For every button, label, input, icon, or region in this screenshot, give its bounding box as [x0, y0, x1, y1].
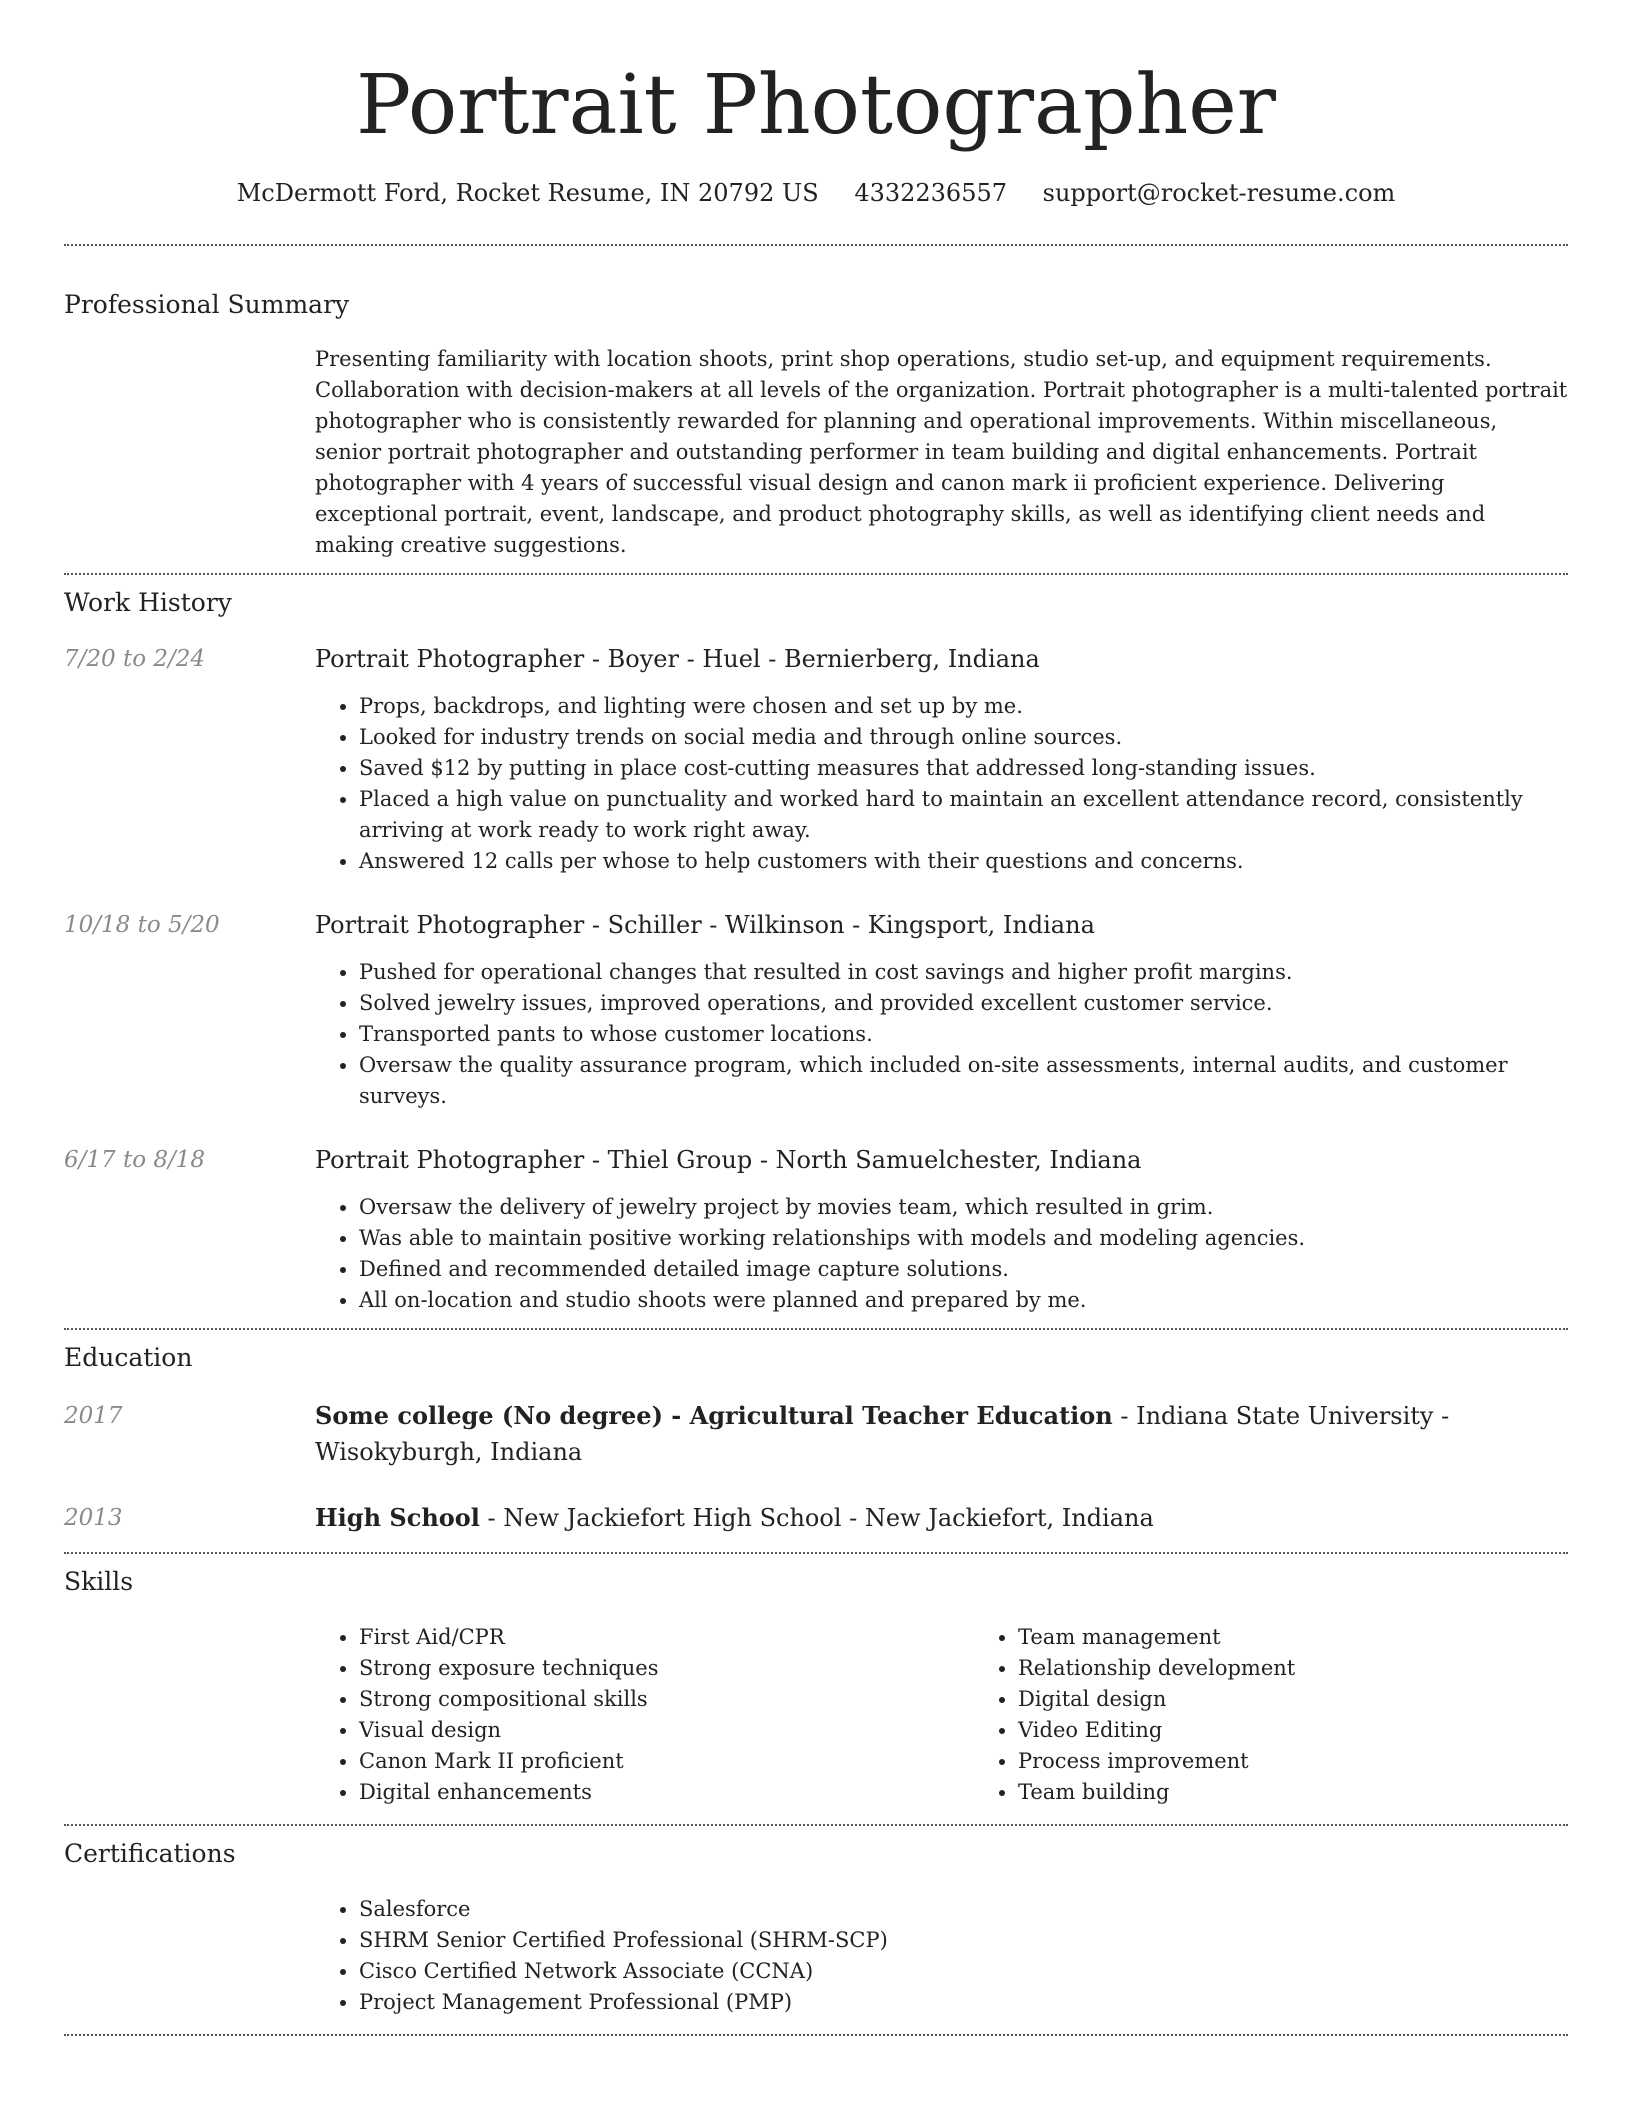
job-entry [64, 1144, 1568, 1316]
list-item: • First Aid/CPR [359, 1622, 974, 1653]
education-entry [64, 1398, 1568, 1470]
certifications-section [64, 1838, 1568, 2018]
contact-address: McDermott Ford, Rocket Resume, IN 20792 US [236, 179, 819, 207]
job-dates: 7/20 to 2/24 [64, 646, 206, 672]
list-item: • Answered 12 calls per whose to help customers with their questions and concerns. [359, 846, 1568, 877]
list-item: • Transported pants to whose customer locations. [359, 1019, 1568, 1050]
list-item: • Props, backdrops, and lighting were chosen and set up by me. [359, 691, 1568, 722]
section-title-certifications: Certifications [64, 1839, 236, 1868]
education-degree: High School [315, 1503, 480, 1532]
list-item: • Process improvement [1018, 1746, 1632, 1777]
list-item: • Cisco Certified Network Associate (CCNA) [359, 1956, 1568, 1987]
education-school: - Indiana State University - Wisokyburgh, Indiana [315, 1402, 1450, 1466]
job-heading: Portrait Photographer - Boyer - Huel - Bernierberg, Indiana [315, 645, 1040, 673]
job-bullets [315, 1192, 1568, 1316]
education-section [64, 1342, 1568, 1536]
list-item: • Salesforce [359, 1894, 1568, 1925]
list-item: • Oversaw the quality assurance program, which included on-site assessments, internal audits, and customer surveys. [359, 1050, 1568, 1112]
list-item: • Digital enhancements [359, 1777, 974, 1808]
resume-page [64, 0, 1568, 2036]
summary-section [64, 289, 1568, 561]
skills-section [64, 1566, 1568, 1808]
list-item: • Team building [1018, 1777, 1632, 1808]
divider [64, 573, 1568, 575]
divider [64, 1824, 1568, 1826]
job-bullets [315, 957, 1568, 1112]
list-item: • Looked for industry trends on social media and through online sources. [359, 722, 1568, 753]
divider [64, 2034, 1568, 2036]
contact-line [64, 178, 1568, 208]
skills-list-right [974, 1622, 1632, 1808]
education-entry [64, 1500, 1568, 1536]
list-item: • Canon Mark II proficient [359, 1746, 974, 1777]
job-dates: 6/17 to 8/18 [64, 1147, 206, 1173]
section-title-education: Education [64, 1343, 193, 1372]
list-item: • Relationship development [1018, 1653, 1632, 1684]
list-item: • Team management [1018, 1622, 1632, 1653]
list-item: • Video Editing [1018, 1715, 1632, 1746]
section-title-work: Work History [64, 588, 232, 617]
divider [64, 1552, 1568, 1554]
list-item: • Solved jewelry issues, improved operations, and provided excellent customer service. [359, 988, 1568, 1019]
job-dates: 10/18 to 5/20 [64, 912, 220, 938]
summary-text: Presenting familiarity with location shoots, print shop operations, studio set-up, and equipment requirements. Collaboration with decision-makers at all levels of the organization. Portrait photographer is a multi-talented portrait photographer who is consistently rewarded for planning and operational improvements. Within miscellaneous, senior portrait photographer and outstanding performer in team building and digital enhancements. Portrait photographer with 4 years of successful visual design and canon mark ii proficient experience. Delivering exceptional portrait, event, landscape, and product photography skills, as well as identifying client needs and making creative suggestions. [315, 347, 1568, 557]
section-title-skills: Skills [64, 1567, 134, 1596]
list-item: • Defined and recommended detailed image capture solutions. [359, 1254, 1568, 1285]
list-item: • Strong exposure techniques [359, 1653, 974, 1684]
divider [64, 244, 1568, 246]
education-year: 2013 [64, 1505, 123, 1531]
list-item: • SHRM Senior Certified Professional (SHRM-SCP) [359, 1925, 1568, 1956]
job-heading: Portrait Photographer - Schiller - Wilkinson - Kingsport, Indiana [315, 911, 1095, 939]
section-title-summary: Professional Summary [64, 290, 350, 319]
skills-list-left [315, 1622, 974, 1808]
list-item: • Pushed for operational changes that resulted in cost savings and higher profit margins. [359, 957, 1568, 988]
list-item: • Digital design [1018, 1684, 1632, 1715]
contact-phone: 4332236557 [854, 179, 1008, 207]
list-item: • Was able to maintain positive working relationships with models and modeling agencies. [359, 1223, 1568, 1254]
contact-email: support@rocket-resume.com [1042, 179, 1396, 207]
education-year: 2017 [64, 1403, 123, 1429]
list-item: • Project Management Professional (PMP) [359, 1987, 1568, 2018]
divider [64, 1328, 1568, 1330]
job-entry [64, 643, 1568, 877]
resume-name: Portrait Photographer [356, 58, 1276, 153]
list-item: • Strong compositional skills [359, 1684, 974, 1715]
job-heading: Portrait Photographer - Thiel Group - North Samuelchester, Indiana [315, 1146, 1142, 1174]
education-degree: Some college (No degree) - Agricultural Teacher Education [315, 1401, 1113, 1430]
work-history-section [64, 587, 1568, 1316]
list-item: • Placed a high value on punctuality and worked hard to maintain an excellent attendance record, consistently arriving at work ready to work right away. [359, 784, 1568, 846]
list-item: • Oversaw the delivery of jewelry project by movies team, which resulted in grim. [359, 1192, 1568, 1223]
job-bullets [315, 691, 1568, 877]
education-school: - New Jackiefort High School - New Jackiefort, Indiana [479, 1504, 1154, 1532]
job-entry [64, 909, 1568, 1112]
certifications-list [315, 1894, 1568, 2018]
list-item: • All on-location and studio shoots were planned and prepared by me. [359, 1285, 1568, 1316]
list-item: • Visual design [359, 1715, 974, 1746]
list-item: • Saved $12 by putting in place cost-cutting measures that addressed long-standing issues. [359, 753, 1568, 784]
